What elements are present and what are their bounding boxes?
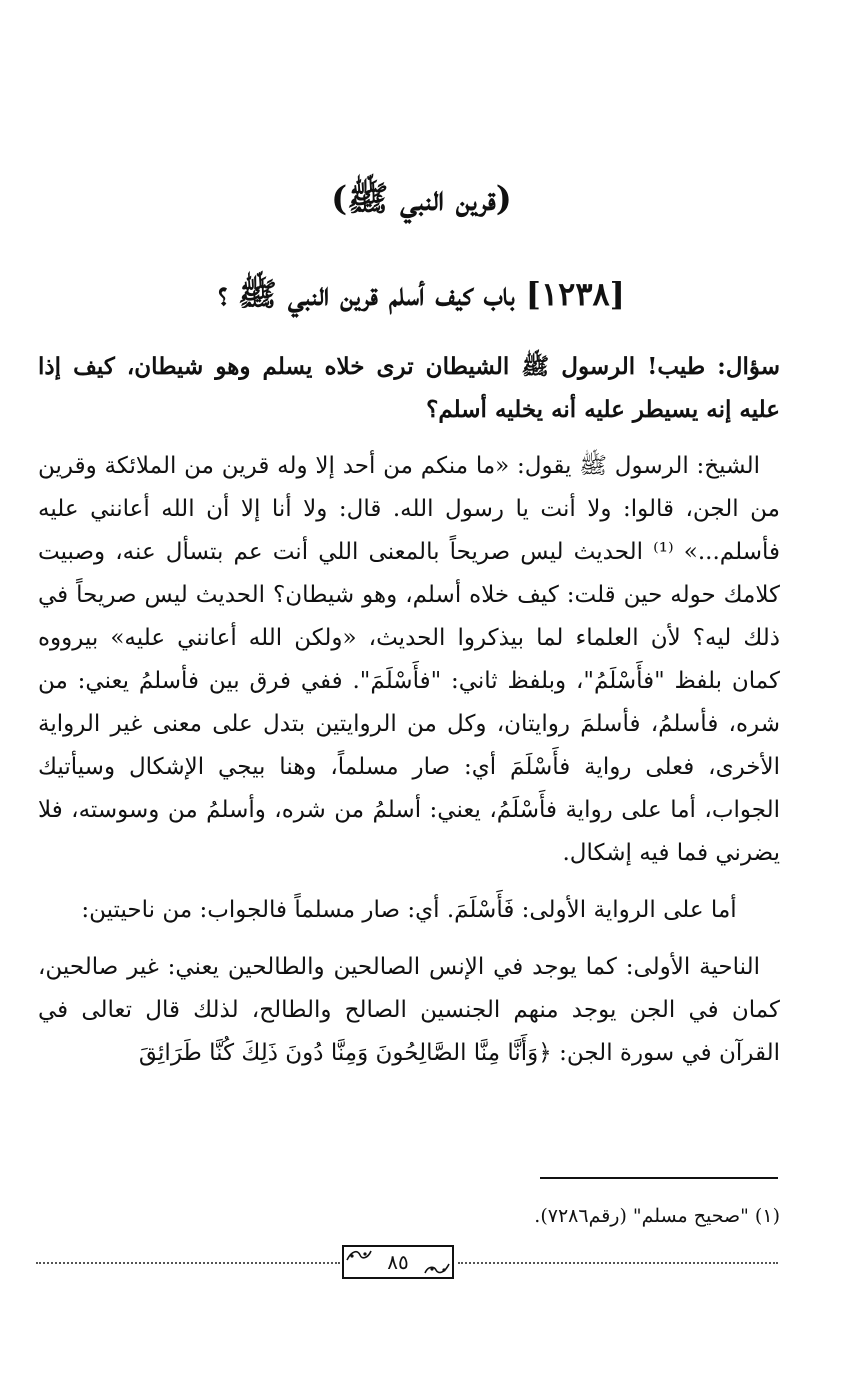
first-aspect-paragraph: الناحية الأولى: كما يوجد في الإنس الصالحين والطالحين يعني: غير صالحين، كمان في الجن يوجد منهم الجنسين الصالح والطالح، لذلك قال تعالى في القرآن في سورة الجن: ﴿وَأَنَّا مِنَّا الصَّالِحُونَ وَمِنَّا دُونَ ذَلِكَ كُنَّا طَرَائِقَ [38, 954, 780, 1066]
page-number-frame [342, 1245, 454, 1279]
body-text [38, 345, 780, 1089]
footnote-divider [540, 1177, 778, 1179]
page-number: ٨٥ [387, 1250, 409, 1274]
question-paragraph: سؤال: طيب! الرسول ﷺ الشيطان ترى خلاه يسلم وهو شيطان، كيف إذا عليه إنه يسيطر عليه أنه يخليه أسلم؟ [38, 353, 780, 423]
folio-dotted-line-left [36, 1262, 340, 1264]
first-narration-paragraph: أما على الرواية الأولى: فَأَسْلَمَ. أي: صار مسلماً فالجواب: من ناحيتين: [81, 897, 737, 923]
corner-ornament-icon [346, 1248, 372, 1262]
answer-paragraph: الشيخ: الرسول ﷺ يقول: «ما منكم من أحد إلا وله قرين من الملائكة وقرين من الجن، قالوا: ولا أنت يا رسول الله. قال: ولا أنا إلا أن الله أعانني عليه فأسلم...» ⁽¹⁾ الحديث ليس صريحاً بالمعنى اللي أنت عم بتسأل عنه، وصبيت كلامك حوله حين قلت: كيف خلاه أسلم، وهو شيطان؟ الحديث ليس صريحاً في ذلك ليه؟ لأن العلماء لما بيذكروا الحديث، «ولكن الله أعانني عليه» بيرووه كمان بلفظ "فأَسْلَمُ"، وبلفظ ثاني: "فأَسْلَمَ". ففي فرق بين فأسلمُ يعني: من شره، فأسلمُ، فأسلمَ روايتان، وكل من الروايتين بتدل على معنى غير الرواية الأخرى، فعلى رواية فأَسْلَمَ أي: صار مسلماً، وهنا بيجي الإشكال وسيأتيك الجواب، أما على رواية فأَسْلَمُ، يعني: أسلمُ من شره، وأسلمُ من وسوسته، فلا يضرني فما فيه إشكال. [38, 453, 780, 866]
footnote: (١) "صحيح مسلم" (رقم٧٢٨٦). [534, 1205, 780, 1227]
chapter-title: (قرين النبي ﷺ) [331, 179, 512, 219]
corner-ornament-icon [424, 1262, 450, 1276]
section-title: [١٢٣٨] باب كيف أسلم قرين النبي ﷺ ؟ [218, 275, 625, 313]
folio-dotted-line-right [458, 1262, 778, 1264]
